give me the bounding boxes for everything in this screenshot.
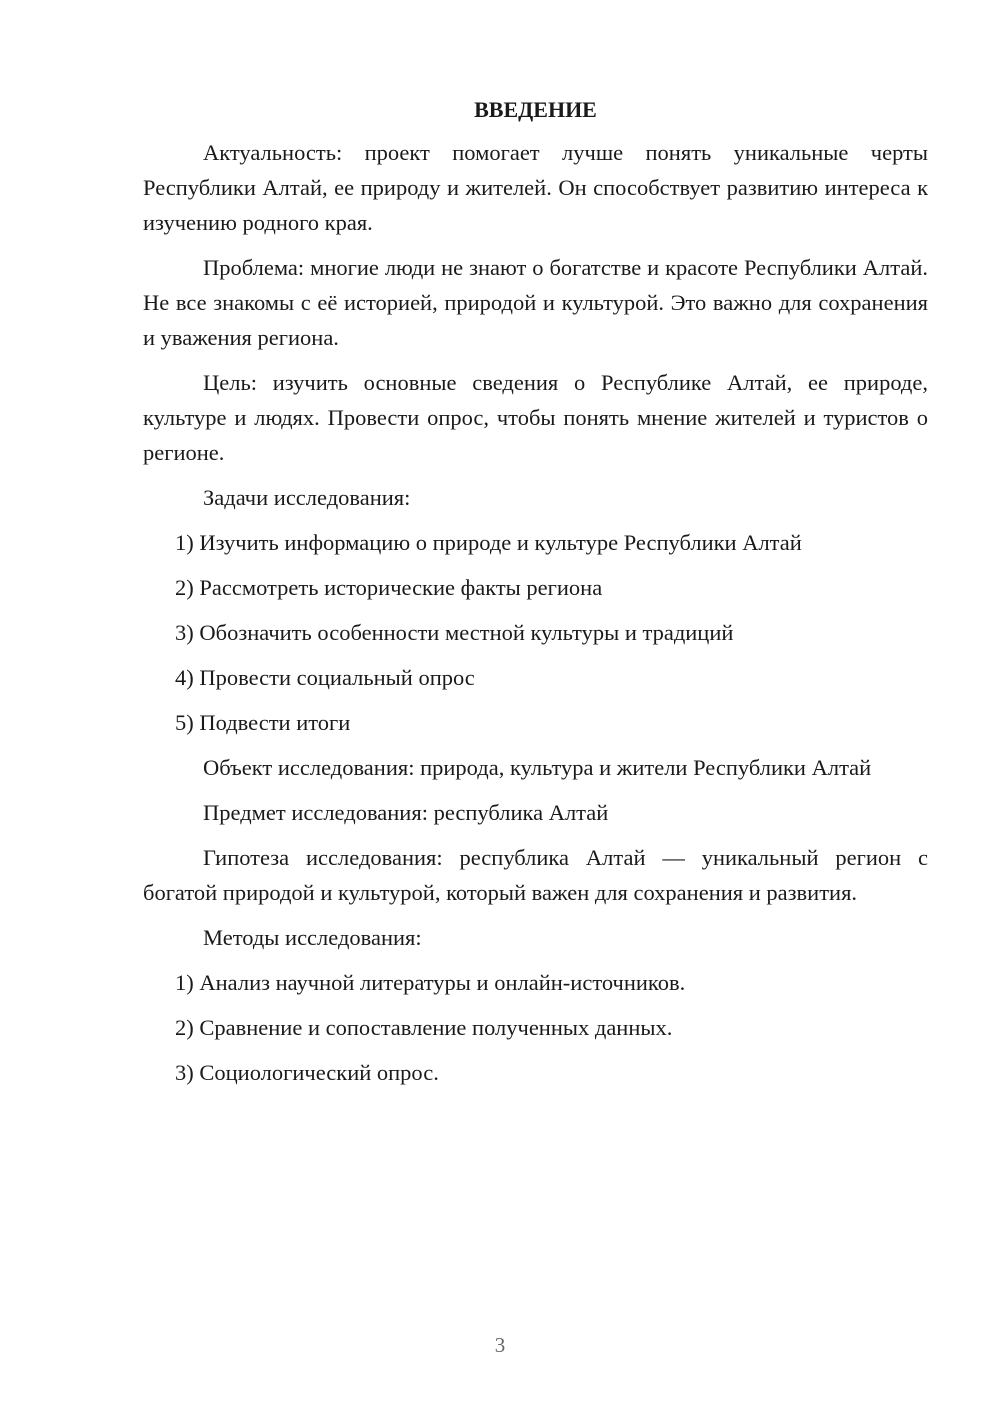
list-item: 4) Провести социальный опрос [175,665,475,690]
list-item: 5) Подвести итоги [175,710,351,735]
methods-heading: Методы исследования: [203,925,422,950]
relevance-paragraph: Актуальность: проект помогает лучше понять уникальные черты Республики Алтай, ее природу и жителей. Он способствует развитию интереса к изучению родного края. [143,140,928,235]
list-item: 1) Анализ научной литературы и онлайн-источников. [175,970,686,995]
tasks-heading: Задачи исследования: [203,485,411,510]
list-item: 2) Сравнение и сопоставление полученных данных. [175,1015,673,1040]
page-title: ВВЕДЕНИЕ [474,97,597,122]
document-page [143,95,928,1100]
tasks-list [143,525,928,740]
object-paragraph: Объект исследования: природа, культура и жители Республики Алтай [203,755,872,780]
goal-paragraph: Цель: изучить основные сведения о Республике Алтай, ее природе, культуре и людях. Провести опрос, чтобы понять мнение жителей и туристов о регионе. [143,370,928,465]
methods-list [143,965,928,1090]
list-item: 2) Рассмотреть исторические факты региона [175,575,603,600]
list-item: 3) Обозначить особенности местной культуры и традиций [175,620,734,645]
subject-paragraph: Предмет исследования: республика Алтай [203,800,609,825]
page-number: 3 [494,1333,506,1357]
list-item: 1) Изучить информацию о природе и культуре Республики Алтай [175,530,802,555]
problem-paragraph: Проблема: многие люди не знают о богатстве и красоте Республики Алтай. Не все знакомы с её историей, природой и культурой. Это важно для сохранения и уважения региона. [143,255,928,350]
list-item: 3) Социологический опрос. [175,1060,439,1085]
hypothesis-paragraph: Гипотеза исследования: республика Алтай — уникальный регион с богатой природой и культурой, который важен для сохранения и развития. [143,845,928,905]
